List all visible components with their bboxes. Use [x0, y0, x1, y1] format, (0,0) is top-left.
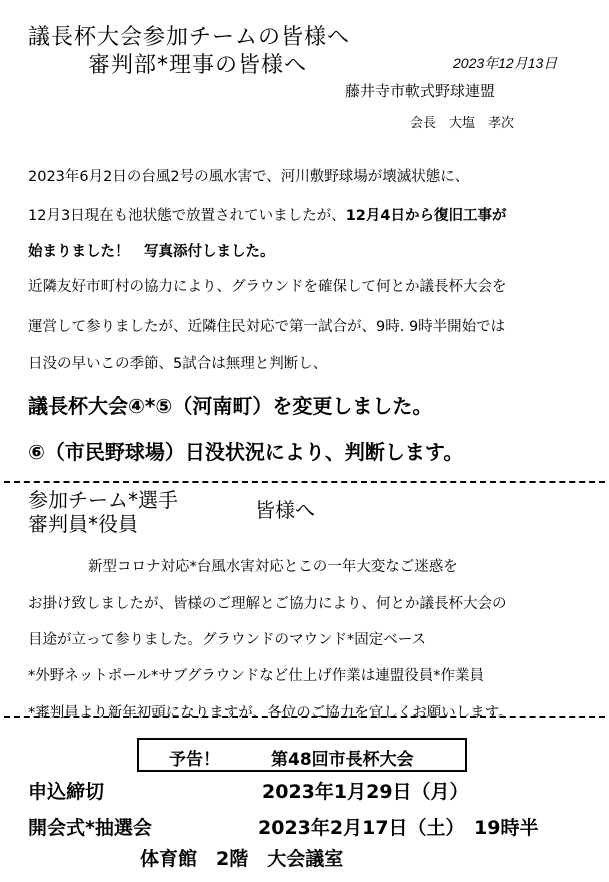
president-name: 会長 大塩 孝次	[410, 116, 515, 131]
section2-line-3: 目途が立って参りました。グラウンドのマウンド*固定ベース	[28, 632, 427, 648]
section2-heading-line-1: 参加チーム*選手	[28, 488, 178, 512]
notice-box	[137, 738, 467, 772]
section2-line-4: *外野ネットポール*サブグラウンドなど仕上げ作業は連盟役員*作業員	[28, 668, 485, 684]
section1-line-6: 日没の早いこの季節、5試合は無理と判断し、	[28, 356, 328, 372]
section1-line-3: 始まりました！ 写真添付しました。	[28, 244, 275, 260]
deadline-value: 2023年1月29日（月）	[262, 781, 469, 803]
section2-heading-right: 皆様へ	[255, 498, 315, 522]
notice-label: 予告！	[169, 750, 220, 770]
section1-line-2	[28, 204, 506, 225]
section1-line-1: 2023年6月2日の台風2号の風水害で、河川敷野球場が壊滅状態に、	[28, 169, 470, 185]
announcement-1: 議長杯大会④*⑤（河南町）を変更しました。	[28, 394, 433, 418]
dashed-divider-top	[4, 481, 605, 483]
section1-line-2-bold: 12月4日から復旧工事が	[345, 208, 507, 224]
section1-line-2-normal: 12月3日現在も池状態で放置されていましたが、	[28, 208, 346, 224]
organization-name: 藤井寺市軟式野球連盟	[345, 82, 496, 100]
announcement-2: ⑥（市民野球場）日没状況により、判断します。	[28, 440, 464, 464]
section1-line-4: 近隣友好市町村の協力により、グラウンドを確保して何とか議長杯大会を	[28, 279, 507, 295]
ceremony-value: 2023年2月17日（土） 19時半	[258, 817, 539, 839]
section2-line-5: *審判員より新年初頭になりますが、各位のご協力を宜しくお願いします。	[28, 705, 513, 721]
deadline-label: 申込締切	[28, 781, 105, 803]
dashed-divider-bottom	[4, 716, 605, 718]
venue: 体育館 2階 大会議室	[140, 848, 344, 870]
section1-line-5: 運営して参りましたが、近隣住民対応で第一試合が、9時. 9時半開始では	[28, 319, 506, 335]
document-date: 2023年12月13日	[453, 55, 558, 71]
section2-line-1: 新型コロナ対応*台風水害対応とこの一年大変なご迷惑を	[88, 559, 458, 575]
section2-line-2: お掛け致しましたが、皆様のご理解とご協力により、何とか議長杯大会の	[28, 596, 507, 612]
ceremony-label: 開会式*抽選会	[28, 817, 152, 839]
section2-heading-line-2: 審判員*役員	[28, 512, 138, 536]
title-line-1: 議長杯大会参加チームの皆様へ	[28, 25, 351, 50]
title-line-2: 審判部*理事の皆様へ	[88, 53, 308, 78]
notice-event: 第48回市長杯大会	[271, 750, 414, 770]
